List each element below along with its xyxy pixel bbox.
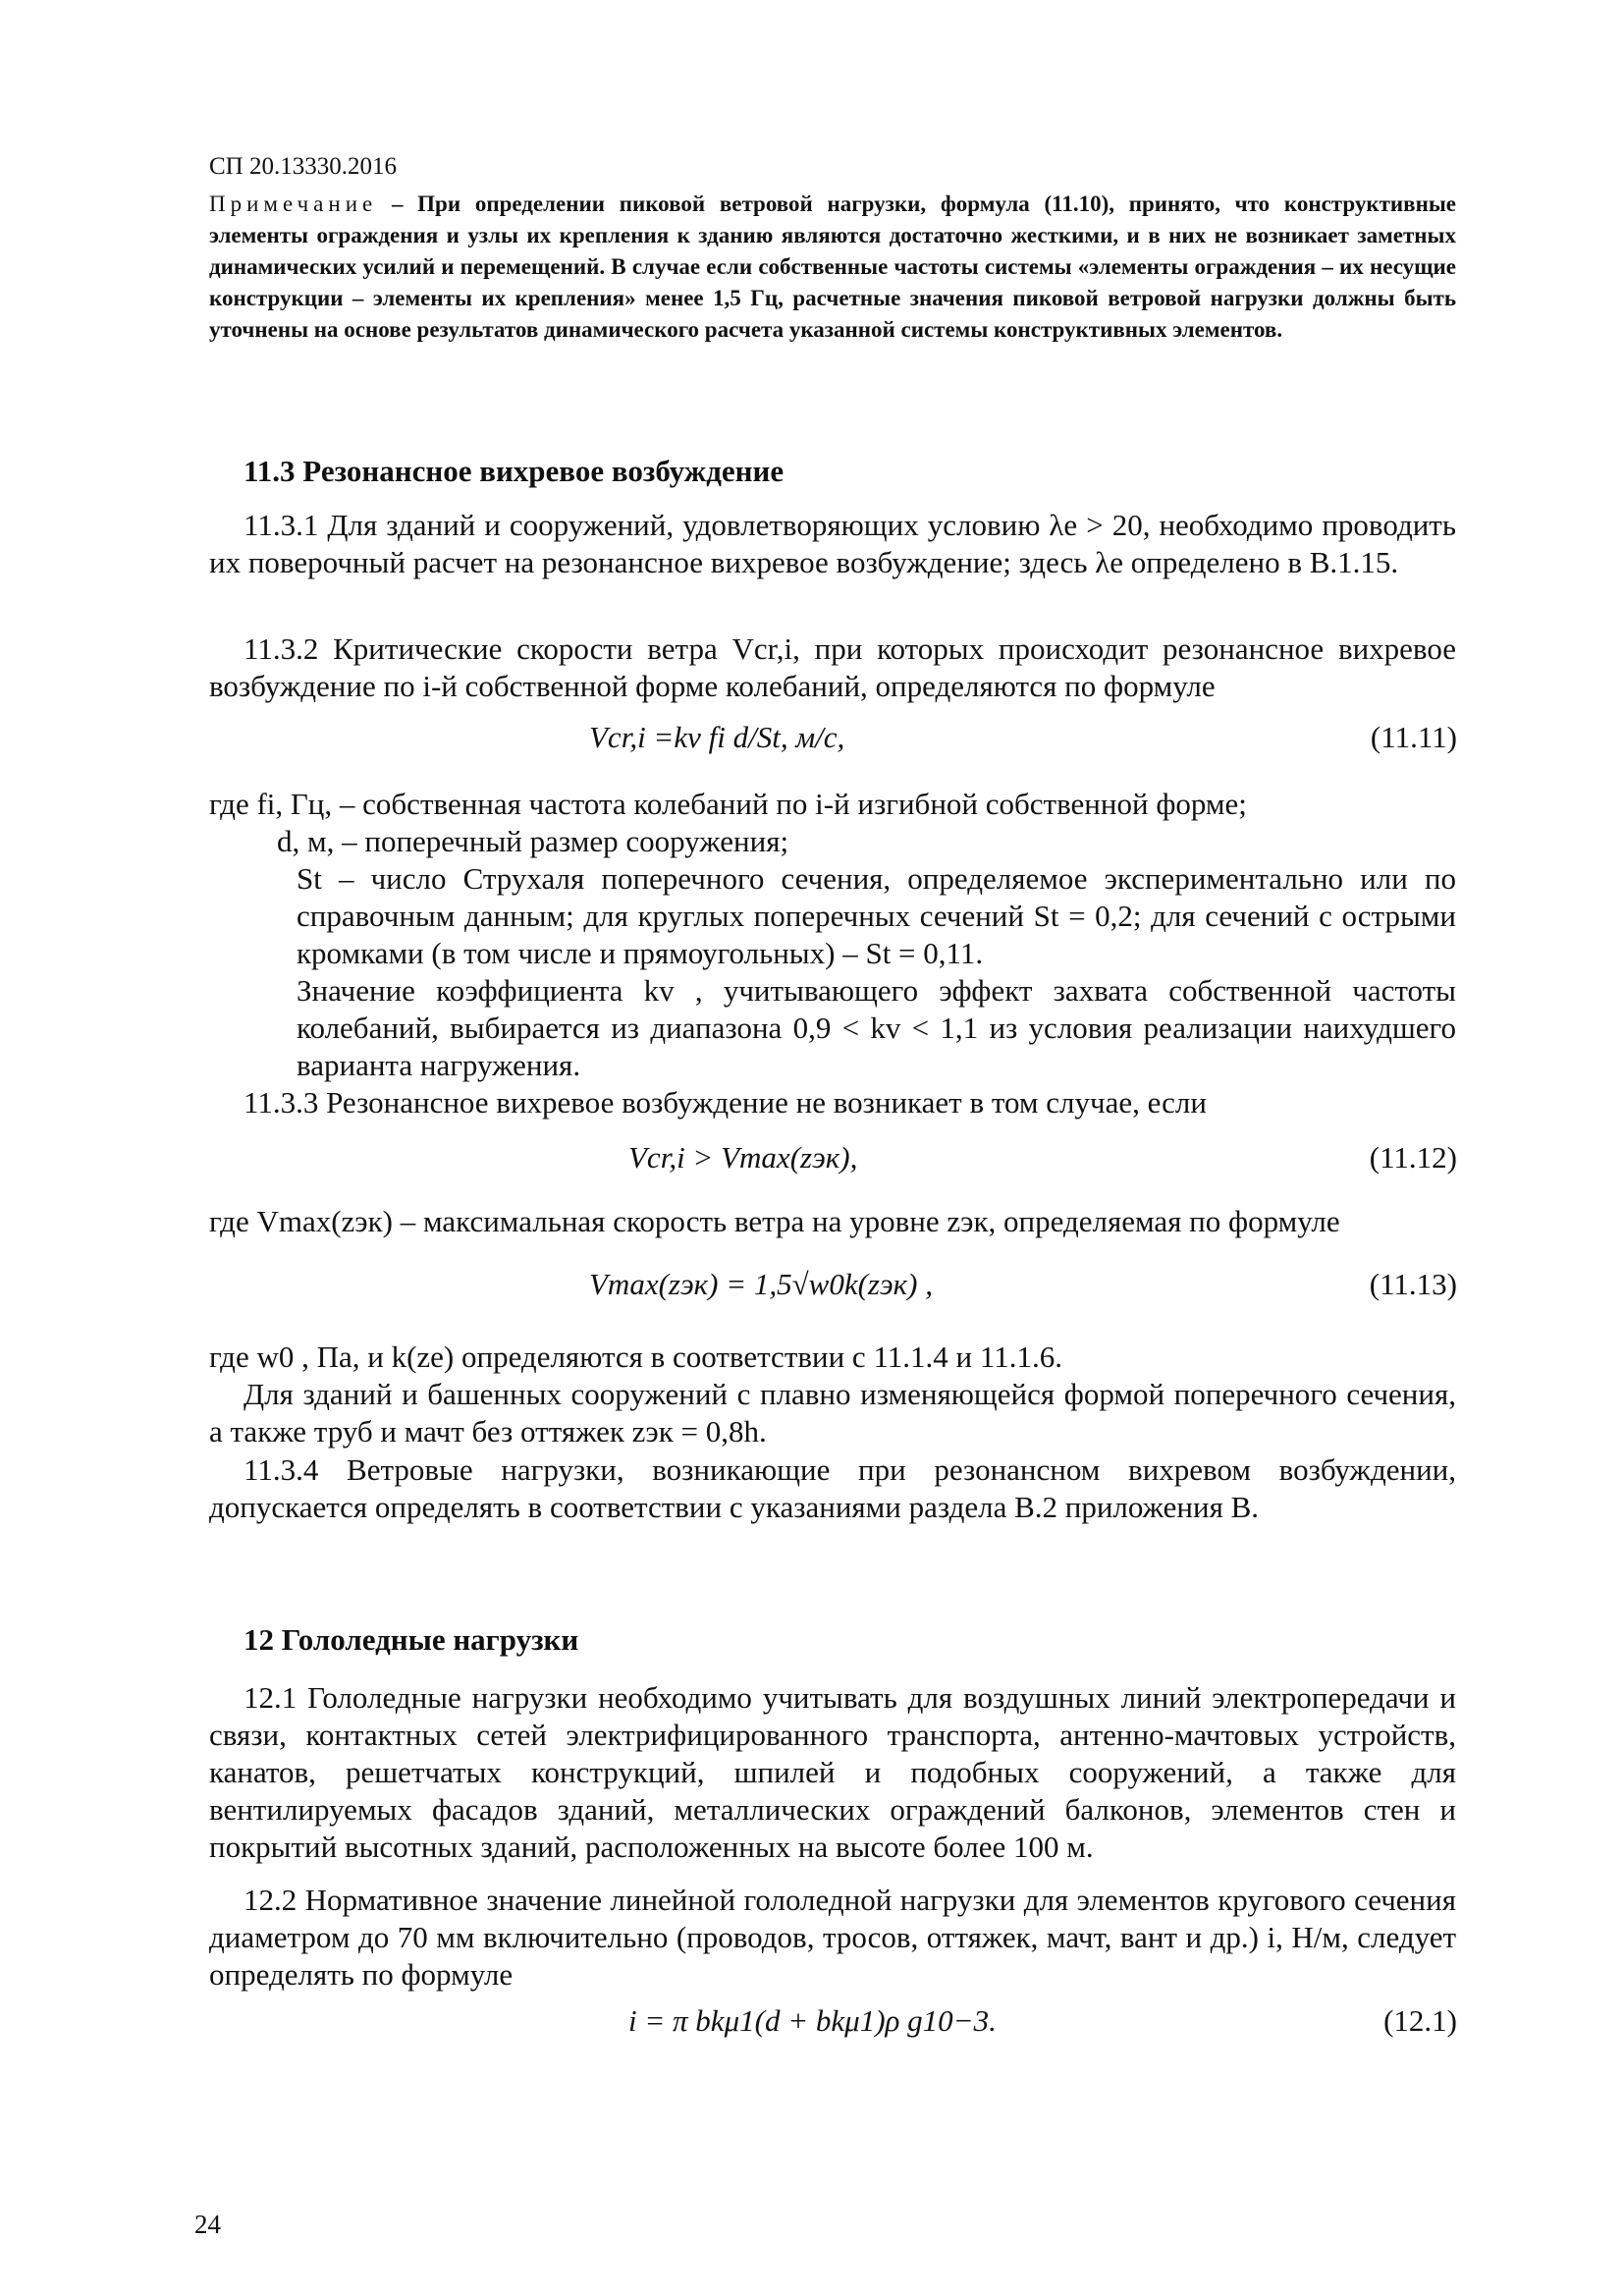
paragraph-12-1: 12.1 Гололедные нагрузки необходимо учитывать для воздушных линий электропередачи и связи, контактных сетей электрифицированного транспорта, антенно-мачтовых устройств, канатов, решетчатых конструкций, шпилей и подобных сооружений, а также для вентилируемых фасадов зданий, металлических ограждений балконов, элементов стен и покрытий высотных зданий, расположенных на высоте более 100 м. — [209, 1680, 1456, 1864]
formula-11-13: Vmax(zэк) = 1,5√w0k(zэк) , — [589, 1267, 933, 1301]
where-vmax: где Vmax(zэк) – максимальная скорость ветра на уровне zэк, определяемая по формуле — [209, 1204, 1340, 1238]
equation-number-11-11: (11.11) — [1370, 720, 1457, 754]
page-number: 24 — [194, 2210, 221, 2239]
document-code-header: СП 20.13330.2016 — [209, 153, 397, 180]
where-w0: где w0 , Па, и k(ze) определяются в соответствии с 11.1.4 и 11.1.6. — [209, 1339, 1062, 1374]
where-list-d: d, м, – поперечный размер сооружения; — [277, 824, 789, 858]
paragraph-zek: Для зданий и башенных сооружений с плавно изменяющейся формой поперечного сечения, а также труб и мачт без оттяжек zэк = 0,8h. — [209, 1377, 1456, 1449]
section-11-3-heading: 11.3 Резонансное вихревое возбуждение — [244, 454, 785, 488]
equation-number-12-1: (12.1) — [1383, 2003, 1457, 2038]
paragraph-11-3-4: 11.3.4 Ветровые нагрузки, возникающие при резонансном вихревом возбуждении, допускается определять в соответствии с указаниями раздела В.2 приложения В. — [209, 1452, 1456, 1524]
formula-12-1: i = π bkμ1(d + bkμ1)ρ g10−3. — [628, 2003, 997, 2038]
formula-11-11: Vcr,i =kv fi d/St, м/с, — [589, 720, 845, 754]
note-paragraph — [209, 189, 1456, 346]
note-label: Примечание — [209, 191, 378, 216]
section-12-heading: 12 Гололедные нагрузки — [244, 1622, 579, 1657]
paragraph-12-2: 12.2 Нормативное значение линейной гололедной нагрузки для элементов кругового сечения диаметром до 70 мм включительно (проводов, тросов, оттяжек, мачт, вант и др.) i, Н/м, следует определять по формуле — [209, 1883, 1456, 1992]
equation-number-11-12: (11.12) — [1369, 1140, 1457, 1175]
paragraph-11-3-2: 11.3.2 Критические скорости ветра Vcr,i, при которых происходит резонансное вихревое возбуждение по i-й собственной форме колебаний, определяются по формуле — [209, 631, 1456, 703]
where-list-kv: Значение коэффициента kv , учитывающего эффект захвата собственной частоты колебаний, выбирается из диапазона 0,9 < kv < 1,1 из условия реализации наихудшего варианта нагружения. — [297, 973, 1456, 1082]
formula-11-12: Vcr,i > Vmax(zэк), — [628, 1140, 858, 1175]
paragraph-11-3-3: 11.3.3 Резонансное вихревое возбуждение не возникает в том случае, если — [244, 1085, 1207, 1120]
where-list-fi: где fi, Гц, – собственная частота колебаний по i-й изгибной собственной форме; — [209, 787, 1247, 821]
equation-number-11-13: (11.13) — [1369, 1267, 1457, 1301]
note-text: – При определении пиковой ветровой нагрузки, формула (11.10), принято, что конструктивные элементы ограждения и узлы их крепления к зданию являются достаточно жесткими, и в них не возникает заметных динамических усилий и перемещений. В случае если собственные частоты системы «элементы ограждения – их несущие конструкции – элементы их крепления» менее 1,5 Гц, расчетные значения пиковой ветровой нагрузки должны быть уточнены на основе результатов динамического расчета указанной системы конструктивных элементов. — [209, 191, 1456, 342]
paragraph-11-3-1: 11.3.1 Для зданий и сооружений, удовлетворяющих условию λe > 20, необходимо проводить их поверочный расчет на резонансное вихревое возбуждение; здесь λe определено в В.1.15. — [209, 508, 1456, 579]
where-list-st: St – число Струхаля поперечного сечения, определяемое экспериментально или по справочным данным; для круглых поперечных сечений St = 0,2; для сечений с острыми кромками (в том числе и прямоугольных) – St = 0,11. — [297, 861, 1456, 970]
